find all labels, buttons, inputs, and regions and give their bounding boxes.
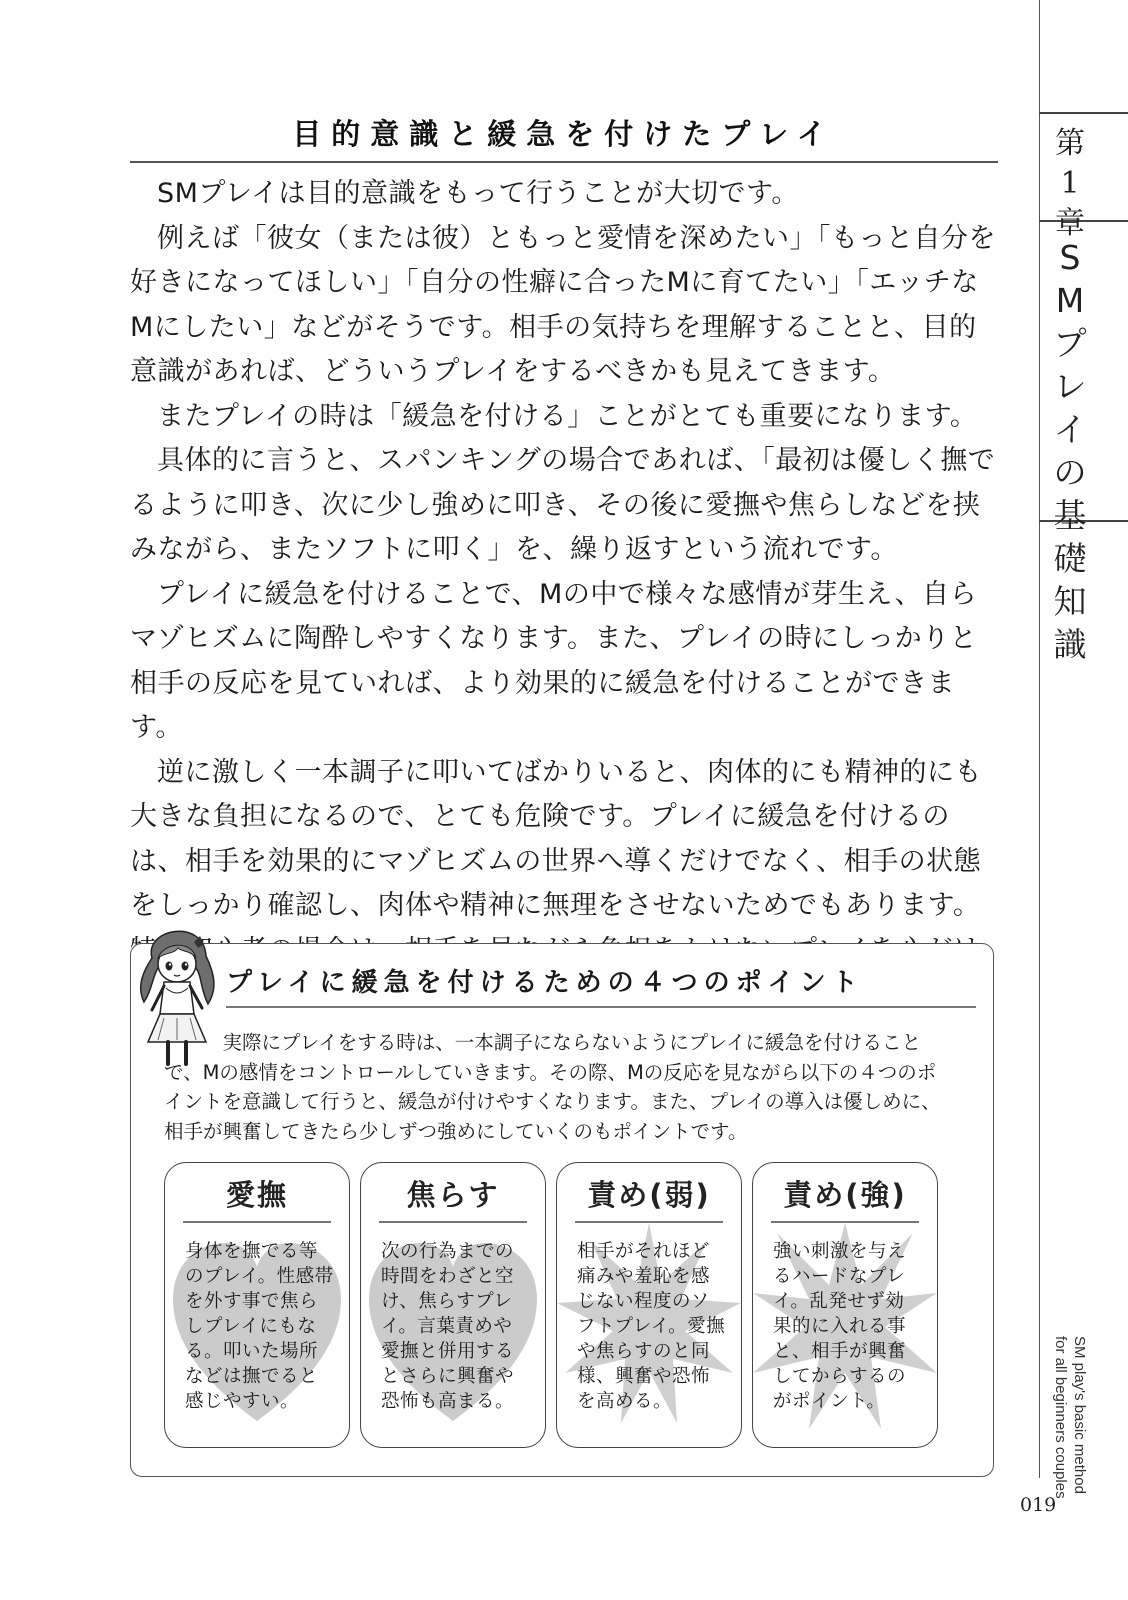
card-title: 責め(強): [783, 1178, 907, 1212]
box-title-underline: [226, 1006, 976, 1008]
card-divider: [379, 1221, 527, 1223]
article-body: [130, 172, 1000, 1018]
card-divider: [771, 1221, 919, 1223]
chapter-label: 第 1 章: [1055, 126, 1085, 241]
card-divider: [575, 1221, 723, 1223]
card-title: 責め(弱): [587, 1178, 711, 1212]
english-subtitle: SM play's basic method for all beginners couples: [1052, 1336, 1088, 1499]
paragraph: 具体的に言うと、スパンキングの場合であれば、「最初は優しく撫でるように叩き、次に少し強めに叩き、その後に愛撫や焦らしなどを挟みながら、またソフトに叩く」を、繰り返すという流れです。: [130, 445, 996, 565]
rail-divider-top: [1039, 112, 1128, 114]
card-attack-strong: [752, 1162, 938, 1448]
card-caress: [164, 1162, 350, 1448]
card-body: 次の行為までの時間をわざと空け、焦らすプレイ。言葉責めや愛撫と併用するとさらに興奮や恐怖も高まる。: [381, 1241, 515, 1412]
paragraph: 例えば「彼女（または彼）ともっと愛情を深めたい」「もっと自分を好きになってほしい」「自分の性癖に合ったMに育てたい」「エッチなMにしたい」などがそうです。相手の気持ちを理解することと、目的意識があれば、どういうプレイをするべきかも見えてきます。: [130, 222, 996, 387]
points-cards: [164, 1162, 974, 1452]
title-underline: [130, 161, 998, 163]
paragraph: SMプレイは目的意識をもって行うことが大切です。: [157, 178, 799, 209]
box-title: プレイに緩急を付けるための４つのポイント: [226, 968, 864, 998]
paragraph: 逆に激しく一本調子に叩いてばかりいると、肉体的にも精神的にも大きな負担になるので、とても危険です。プレイに緩急を付けるのは、相手を効果的にマゾヒズムの世界へ導くだけでなく、相手の状態をしっかり確認し、肉体や精神に無理をさせないためでもあります。: [130, 756, 982, 921]
card-divider: [183, 1221, 331, 1223]
card-body: 身体を撫でる等のプレイ。性感帯を外す事で焦らしプレイにもなる。叩いた場所などは撫でると感じやすい。: [185, 1241, 334, 1412]
card-tease: [360, 1162, 546, 1448]
card-body: 相手がそれほど痛みや羞恥を感じない程度のソフトプレイ。愛撫や焦らすのと同様、興奮や恐怖を高める。: [577, 1241, 726, 1412]
section-label-vertical: S M プ レ イ の 基 礎 知 識: [1053, 238, 1087, 664]
box-intro-text: 実際にプレイをする時は、一本調子にならないようにプレイに緩急を付けることで、Mの感情をコントロールしていきます。その際、Mの反応を見ながら以下の４つのポイントを意識して行うと、緩急が付けやすくなります。また、プレイの導入は優しめに、相手が興奮してきたら少しずつ強めにしていくのもポイントです。: [164, 1031, 941, 1143]
paragraph: またプレイの時は「緩急を付ける」ことがとても重要になります。: [157, 400, 978, 432]
card-title: 焦らす: [406, 1178, 500, 1212]
paragraph: プレイに緩急を付けることで、Mの中で様々な感情が芽生え、自らマゾヒズムに陶酔しやすくなります。また、プレイの時にしっかりと相手の反応を見ていれば、より効果的に緩急を付けることができます。: [130, 578, 978, 743]
card-title: 愛撫: [225, 1178, 288, 1212]
box-intro: [164, 1028, 954, 1146]
page-title: 目的意識と緩急を付けたプレイ: [292, 117, 836, 151]
card-body: 強い刺激を与えるハードなプレイ。乱発せず効果的に入れる事と、相手が興奮してからするのがポイント。: [773, 1241, 907, 1412]
card-attack-weak: [556, 1162, 742, 1448]
page-number: 019: [1020, 1494, 1057, 1516]
